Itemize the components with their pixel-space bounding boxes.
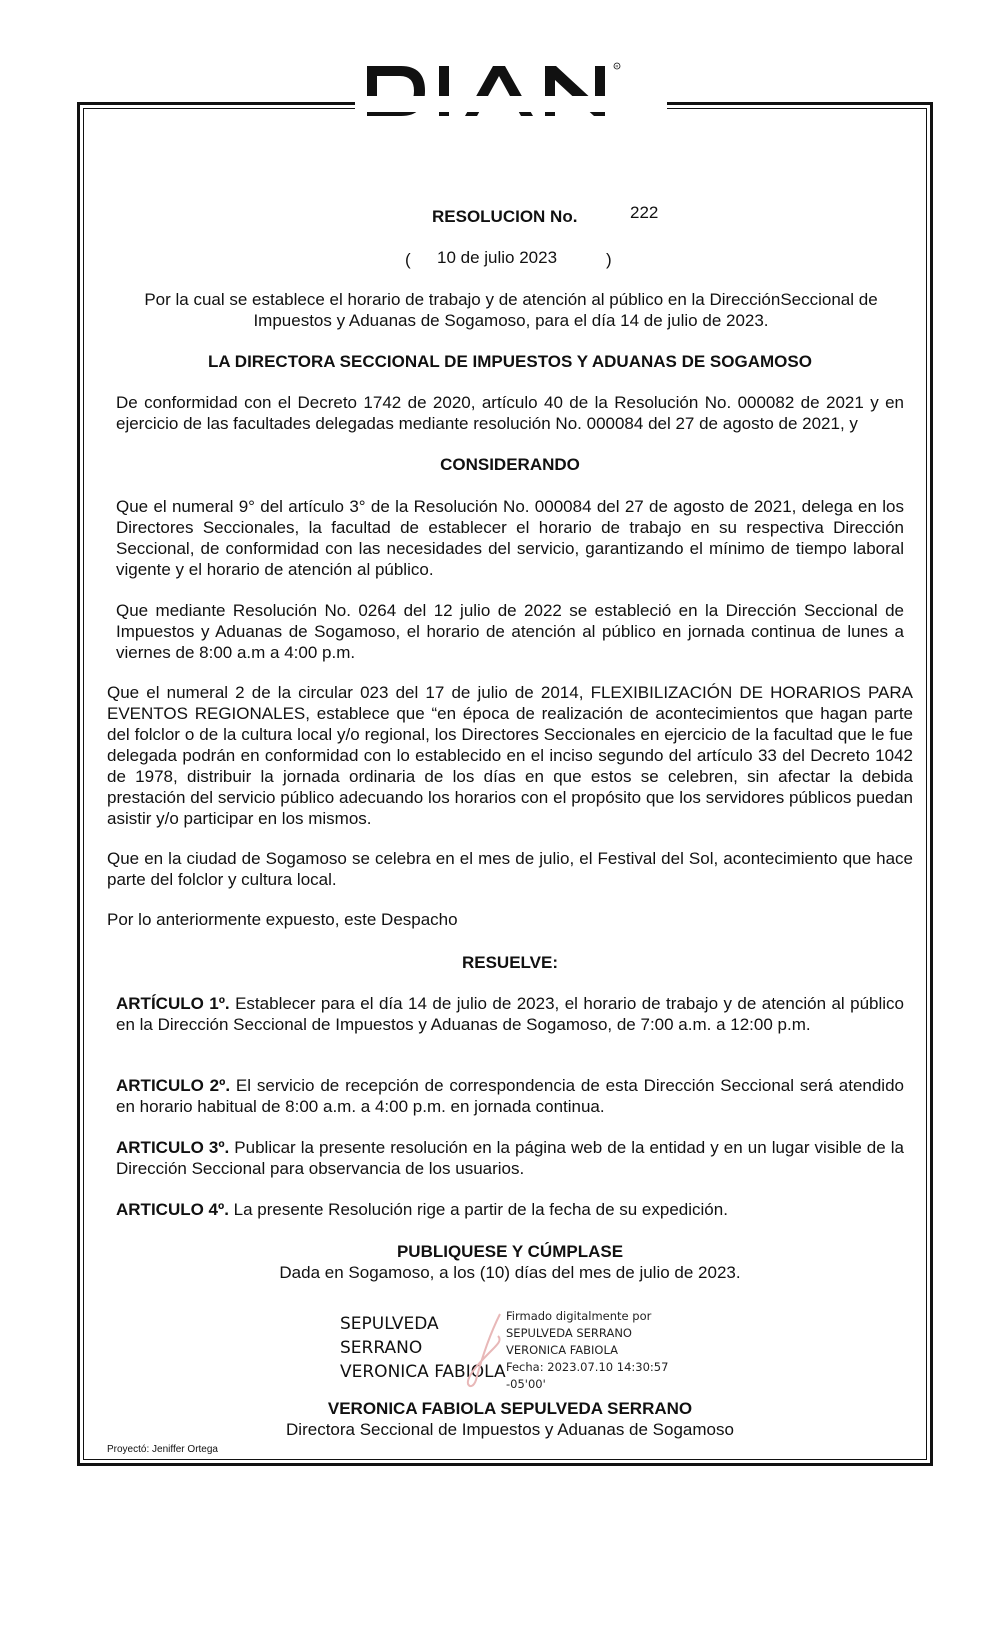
- article-4-text: La presente Resolución rige a partir de la fecha de su expedición.: [233, 1200, 728, 1219]
- closing-heading: PUBLIQUESE Y CÚMPLASE: [396, 1242, 624, 1261]
- article-3-label: ARTICULO 3º.: [116, 1138, 230, 1157]
- signature-meta-4: Fecha: 2023.07.10 14:30:57: [506, 1360, 669, 1374]
- article-1: [116, 993, 904, 1035]
- preamble: De conformidad con el Decreto 1742 de 2020, artículo 40 de la Resolución No. 000082 de 2021 y en ejercicio de las facultades delegadas mediante resolución No. 000084 del 27 de agosto de 2021, y: [116, 393, 904, 433]
- prepared-by-note: Proyectó: Jeniffer Ortega: [107, 1444, 218, 1455]
- svg-text:R: R: [615, 63, 619, 69]
- signature-meta-1: Firmado digitalmente por: [506, 1309, 652, 1323]
- resolution-label: RESOLUCION No.: [432, 207, 578, 226]
- resolution-number: 222: [630, 203, 659, 222]
- signature-name-line-3: VERONICA FABIOLA: [340, 1362, 506, 1382]
- signature-name-line-1: SEPULVEDA: [340, 1314, 439, 1334]
- signatory-position: Directora Seccional de Impuestos y Aduanas de Sogamoso: [286, 1420, 734, 1439]
- signatory-name: VERONICA FABIOLA SEPULVEDA SERRANO: [327, 1399, 693, 1418]
- consideration-4: Que en la ciudad de Sogamoso se celebra en el mes de julio, el Festival del Sol, acontecimiento que hace parte del folclor y cultura local.: [107, 849, 913, 889]
- resolution-subject: Por la cual se establece el horario de trabajo y de atención al público en la DirecciónSeccional de Impuestos y Aduanas de Sogamoso, para el día 14 de julio de 2023.: [144, 290, 878, 330]
- article-1-text: Establecer para el día 14 de julio de 2023, el horario de trabajo y de atención al público en la Dirección Seccional de Impuestos y Aduanas de Sogamoso, de 7:00 a.m. a 12:00 p.m.: [116, 994, 904, 1034]
- resolution-date: 10 de julio 2023: [437, 248, 558, 267]
- signature-meta-2: SEPULVEDA SERRANO: [506, 1326, 632, 1340]
- resolves-heading: RESUELVE:: [461, 953, 559, 972]
- paren-close: ): [606, 250, 612, 269]
- signature-meta-3: VERONICA FABIOLA: [506, 1343, 619, 1357]
- signature-meta-5: -05'00': [506, 1377, 546, 1391]
- article-4-label: ARTICULO 4º.: [116, 1200, 229, 1219]
- article-2: [116, 1075, 904, 1117]
- article-4: [116, 1199, 904, 1220]
- issuer-title: LA DIRECTORA SECCIONAL DE IMPUESTOS Y ADUANAS DE SOGAMOSO: [208, 352, 812, 371]
- article-2-text: El servicio de recepción de correspondencia de esta Dirección Seccional será atendido en horario habitual de 8:00 a.m. a 4:00 p.m. en jornada continua.: [116, 1076, 904, 1116]
- closing-place-date: Dada en Sogamoso, a los (10) días del mes de julio de 2023.: [279, 1263, 741, 1282]
- paren-open: (: [405, 250, 411, 269]
- consideration-3: Que el numeral 2 de la circular 023 del 17 de julio de 2014, FLEXIBILIZACIÓN DE HORARIOS PARA EVENTOS REGIONALES, establece que “en época de realización de acontecimientos que hagan parte del folclor o de la cultura local y/o regional, los Directores Seccionales en ejercicio de la facultad que le fue delegada podrán en conformidad con lo establecido en el inciso segundo del artículo 33 del Decreto 1042 de 1978, distribuir la jornada ordinaria de los días en que estos se celebren, sin afectar la debida prestación del servicio público adecuando los horarios con el propósito que los servidores públicos puedan asistir y/o participar en los mismos.: [107, 683, 913, 828]
- consideration-2: Que mediante Resolución No. 0264 del 12 julio de 2022 se estableció en la Dirección Seccional de Impuestos y Aduanas de Sogamoso, el horario de atención al público en jornada continua de lunes a viernes de 8:00 a.m a 4:00 p.m.: [116, 601, 904, 662]
- consideration-1: Que el numeral 9° del artículo 3° de la Resolución No. 000084 del 27 de agosto de 2021, delega en los Directores Seccionales, la facultad de establecer el horario de trabajo en su respectiva Dirección Seccional, de conformidad con las necesidades del servicio, garantizando el mínimo de tiempo laboral vigente y el horario de atención al público.: [116, 497, 904, 579]
- considering-heading: CONSIDERANDO: [440, 455, 580, 474]
- article-1-label: ARTÍCULO 1º.: [116, 994, 230, 1013]
- article-3-text: Publicar la presente resolución en la página web de la entidad y en un lugar visible de la Dirección Seccional para observancia de los usuarios.: [116, 1138, 904, 1178]
- article-3: [116, 1137, 904, 1179]
- signature-name-line-2: SERRANO: [340, 1338, 423, 1358]
- article-2-label: ARTICULO 2º.: [116, 1076, 231, 1095]
- consideration-5: Por lo anteriormente expuesto, este Despacho: [107, 910, 458, 929]
